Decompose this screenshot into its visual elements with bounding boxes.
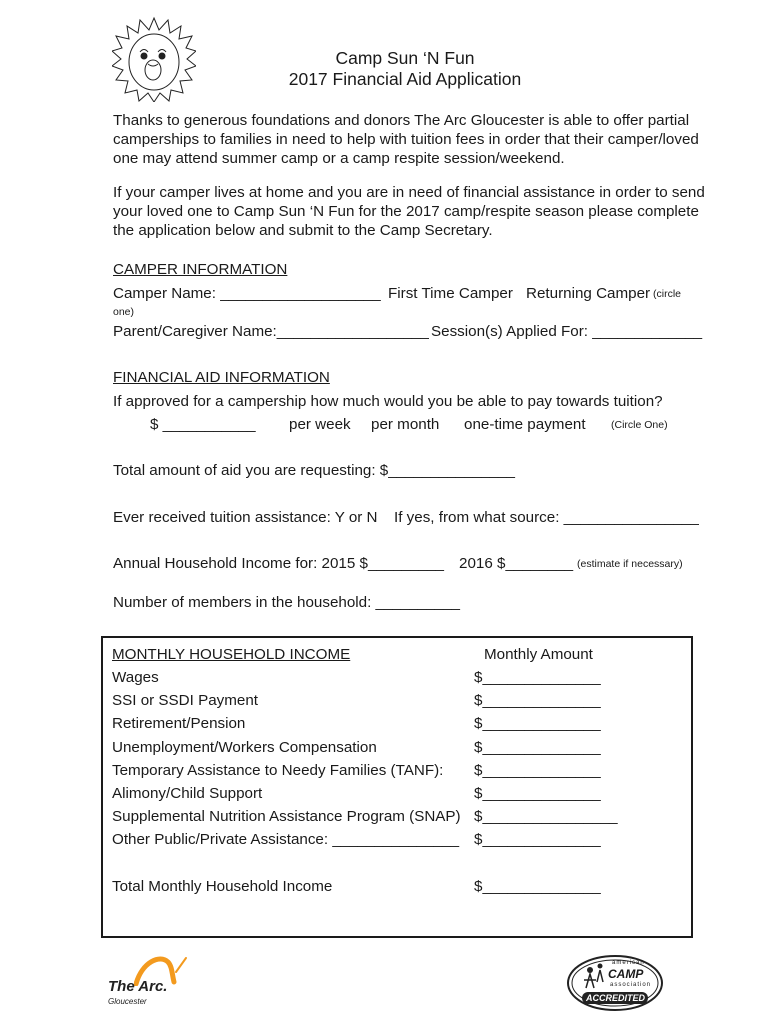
circle-one-note: (Circle One) [611, 419, 668, 431]
sessions-field[interactable]: Session(s) Applied For: _____________ [431, 323, 703, 340]
ever-received-field[interactable]: Ever received tuition assistance: Y or N [113, 509, 378, 526]
household-members-field[interactable]: Number of members in the household: __________ [113, 594, 461, 611]
income-row-label: Supplemental Nutrition Assistance Program (SNAP) [112, 808, 461, 825]
circle-note-cont: one) [113, 306, 135, 318]
camper-info-heading: CAMPER INFORMATION [113, 261, 288, 278]
monthly-amount-heading: Monthly Amount [484, 646, 593, 663]
aid-requested-field[interactable]: Total amount of aid you are requesting: $_______________ [113, 462, 515, 479]
income-row-amount[interactable]: $______________ [474, 692, 601, 709]
income-2015-field[interactable]: Annual Household Income for: 2015 $_________ [113, 555, 445, 572]
aca-american-text: american [612, 960, 645, 966]
income-row-label: SSI or SSDI Payment [112, 692, 259, 709]
income-row-label: Retirement/Pension [112, 715, 246, 732]
income-row-label[interactable]: Other Public/Private Assistance: _______________ [112, 831, 460, 848]
income-row-label: Wages [112, 669, 159, 686]
intro-line: one may attend summer camp or a camp respite session/weekend. [113, 150, 565, 167]
circle-note: (circle [653, 288, 681, 300]
arc-logo-subtext: Gloucester [108, 997, 147, 1006]
form-subtitle: 2017 Financial Aid Application [288, 69, 522, 89]
intro-line: the application below and submit to the Camp Secretary. [113, 222, 493, 239]
estimate-note: (estimate if necessary) [577, 558, 683, 570]
income-row-label: Unemployment/Workers Compensation [112, 739, 377, 756]
arc-logo-text: The Arc. [108, 978, 168, 995]
sun-logo [112, 16, 196, 102]
total-income-label: Total Monthly Household Income [112, 878, 333, 895]
per-week-option[interactable]: per week [289, 416, 351, 433]
income-row-amount[interactable]: $______________ [474, 785, 601, 802]
aca-accredited-seal [566, 954, 664, 1012]
parent-name-field[interactable]: Parent/Caregiver Name:__________________ [113, 323, 429, 340]
aca-camp-text: CAMP [608, 967, 644, 981]
income-row-label: Temporary Assistance to Needy Families (TANF): [112, 762, 444, 779]
pay-question: If approved for a campership how much would you be able to pay towards tuition? [113, 393, 663, 410]
income-2016-field[interactable]: 2016 $________ [459, 555, 574, 572]
first-time-camper-option[interactable]: First Time Camper [388, 285, 513, 302]
form-title: Camp Sun ‘N Fun [335, 48, 475, 68]
income-row-amount[interactable]: $______________ [474, 715, 601, 732]
camper-name-field[interactable]: Camper Name: ___________________ [113, 285, 381, 302]
returning-camper-option[interactable]: Returning Camper [526, 285, 651, 302]
intro-line: camperships to families in need to help with tuition fees in order that their camper/loved [113, 131, 699, 148]
income-row-label: Alimony/Child Support [112, 785, 263, 802]
aca-accredited-text: ACCREDITED [586, 993, 646, 1003]
income-row-amount[interactable]: $______________ [474, 669, 601, 686]
per-month-option[interactable]: per month [371, 416, 440, 433]
aid-source-field[interactable]: If yes, from what source: ________________ [394, 509, 699, 526]
one-time-option[interactable]: one-time payment [464, 416, 586, 433]
income-row-amount[interactable]: $______________ [474, 831, 601, 848]
total-income-amount[interactable]: $______________ [474, 878, 601, 895]
monthly-income-heading: MONTHLY HOUSEHOLD INCOME [112, 646, 351, 663]
intro-line: Thanks to generous foundations and donors The Arc Gloucester is able to offer partial [113, 112, 690, 129]
income-row-amount[interactable]: $______________ [474, 762, 601, 779]
intro-line: your loved one to Camp Sun ‘N Fun for the 2017 camp/respite season please complete [113, 203, 699, 220]
the-arc-logo [106, 952, 196, 1012]
aca-association-text: association [610, 982, 652, 988]
intro-line: If your camper lives at home and you are in need of financial assistance in order to send [113, 184, 705, 201]
financial-aid-heading: FINANCIAL AID INFORMATION [113, 369, 330, 386]
income-row-amount[interactable]: $________________ [474, 808, 618, 825]
income-row-amount[interactable]: $______________ [474, 739, 601, 756]
pay-amount-field[interactable]: $ ___________ [150, 416, 256, 433]
